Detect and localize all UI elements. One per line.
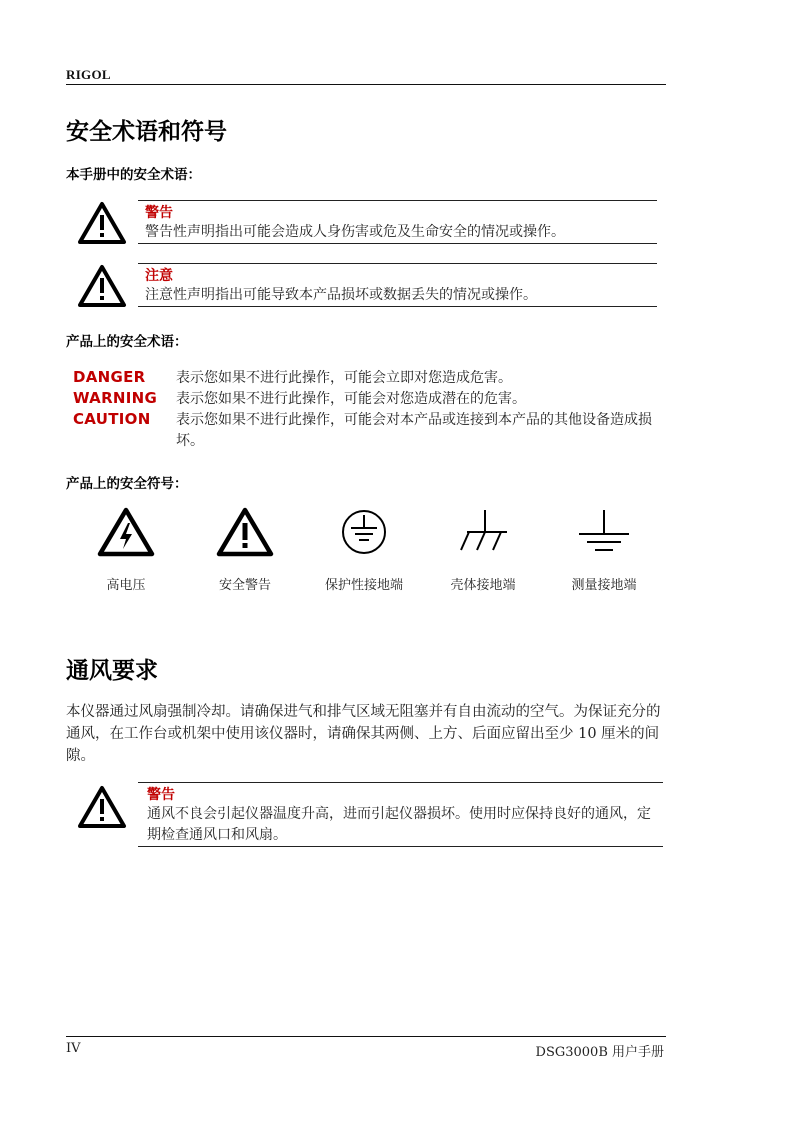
term-label-danger: DANGER [73,368,146,386]
ventilation-warning-text: 通风不良会引起仪器温度升高，进而引起仪器损坏。使用时应保持良好的通风，定期检查通风口和风扇。 [147,806,651,843]
symbol-label-measurement-ground: 测量接地端 [571,578,637,593]
term-text-caution: 表示您如果不进行此操作，可能会对本产品或连接到本产品的其他设备造成损坏。 [176,412,652,449]
page-number: IV [66,1041,81,1056]
section-title-ventilation: 通风要求 [66,658,158,684]
section-title-safety: 安全术语和符号 [66,119,227,145]
symbol-label-high-voltage: 高电压 [106,578,146,593]
chassis-ground-icon [455,506,515,560]
term-label-caution: CAUTION [73,410,151,428]
brand-header: RIGOL [66,67,111,82]
ventilation-warning-icon [77,785,127,829]
footer-rule [66,1036,666,1037]
symbol-label-chassis-ground: 壳体接地端 [450,578,516,593]
caution-triangle-icon [77,264,127,308]
ventilation-warning-box [138,782,663,847]
warning-title: 警告 [145,205,173,221]
document-title: DSG3000B 用户手册 [535,1045,664,1060]
ventilation-paragraph: 本仪器通过风扇强制冷却。请确保进气和排气区域无阻塞并有自由流动的空气。为保证充分的通风，在工作台或机架中使用该仪器时，请确保其两侧、上方、后面应留出至少 10 厘米的间隙。 [66,704,661,764]
manual-terms-heading: 本手册中的安全术语： [66,167,201,183]
ventilation-warning-title: 警告 [147,787,175,803]
symbol-label-safety-warning: 安全警告 [218,578,271,593]
measurement-ground-icon [574,506,634,560]
caution-box [138,263,657,307]
product-terms-heading: 产品上的安全术语： [66,334,188,350]
product-symbols-heading: 产品上的安全符号： [66,476,188,492]
term-label-warning: WARNING [73,389,158,407]
header-rule [66,84,666,85]
protective-ground-icon [334,506,394,560]
caution-title: 注意 [145,268,173,284]
warning-box [138,200,657,244]
warning-triangle-icon [77,201,127,245]
high-voltage-icon [96,506,156,560]
warning-text: 警告性声明指出可能会造成人身伤害或危及生命安全的情况或操作。 [145,224,565,240]
safety-warning-icon [215,506,275,560]
term-text-warning: 表示您如果不进行此操作，可能会对您造成潜在的危害。 [176,391,526,407]
caution-text: 注意性声明指出可能导致本产品损坏或数据丢失的情况或操作。 [145,287,537,303]
symbol-label-protective-ground: 保护性接地端 [324,578,403,593]
term-text-danger: 表示您如果不进行此操作，可能会立即对您造成危害。 [176,370,512,386]
